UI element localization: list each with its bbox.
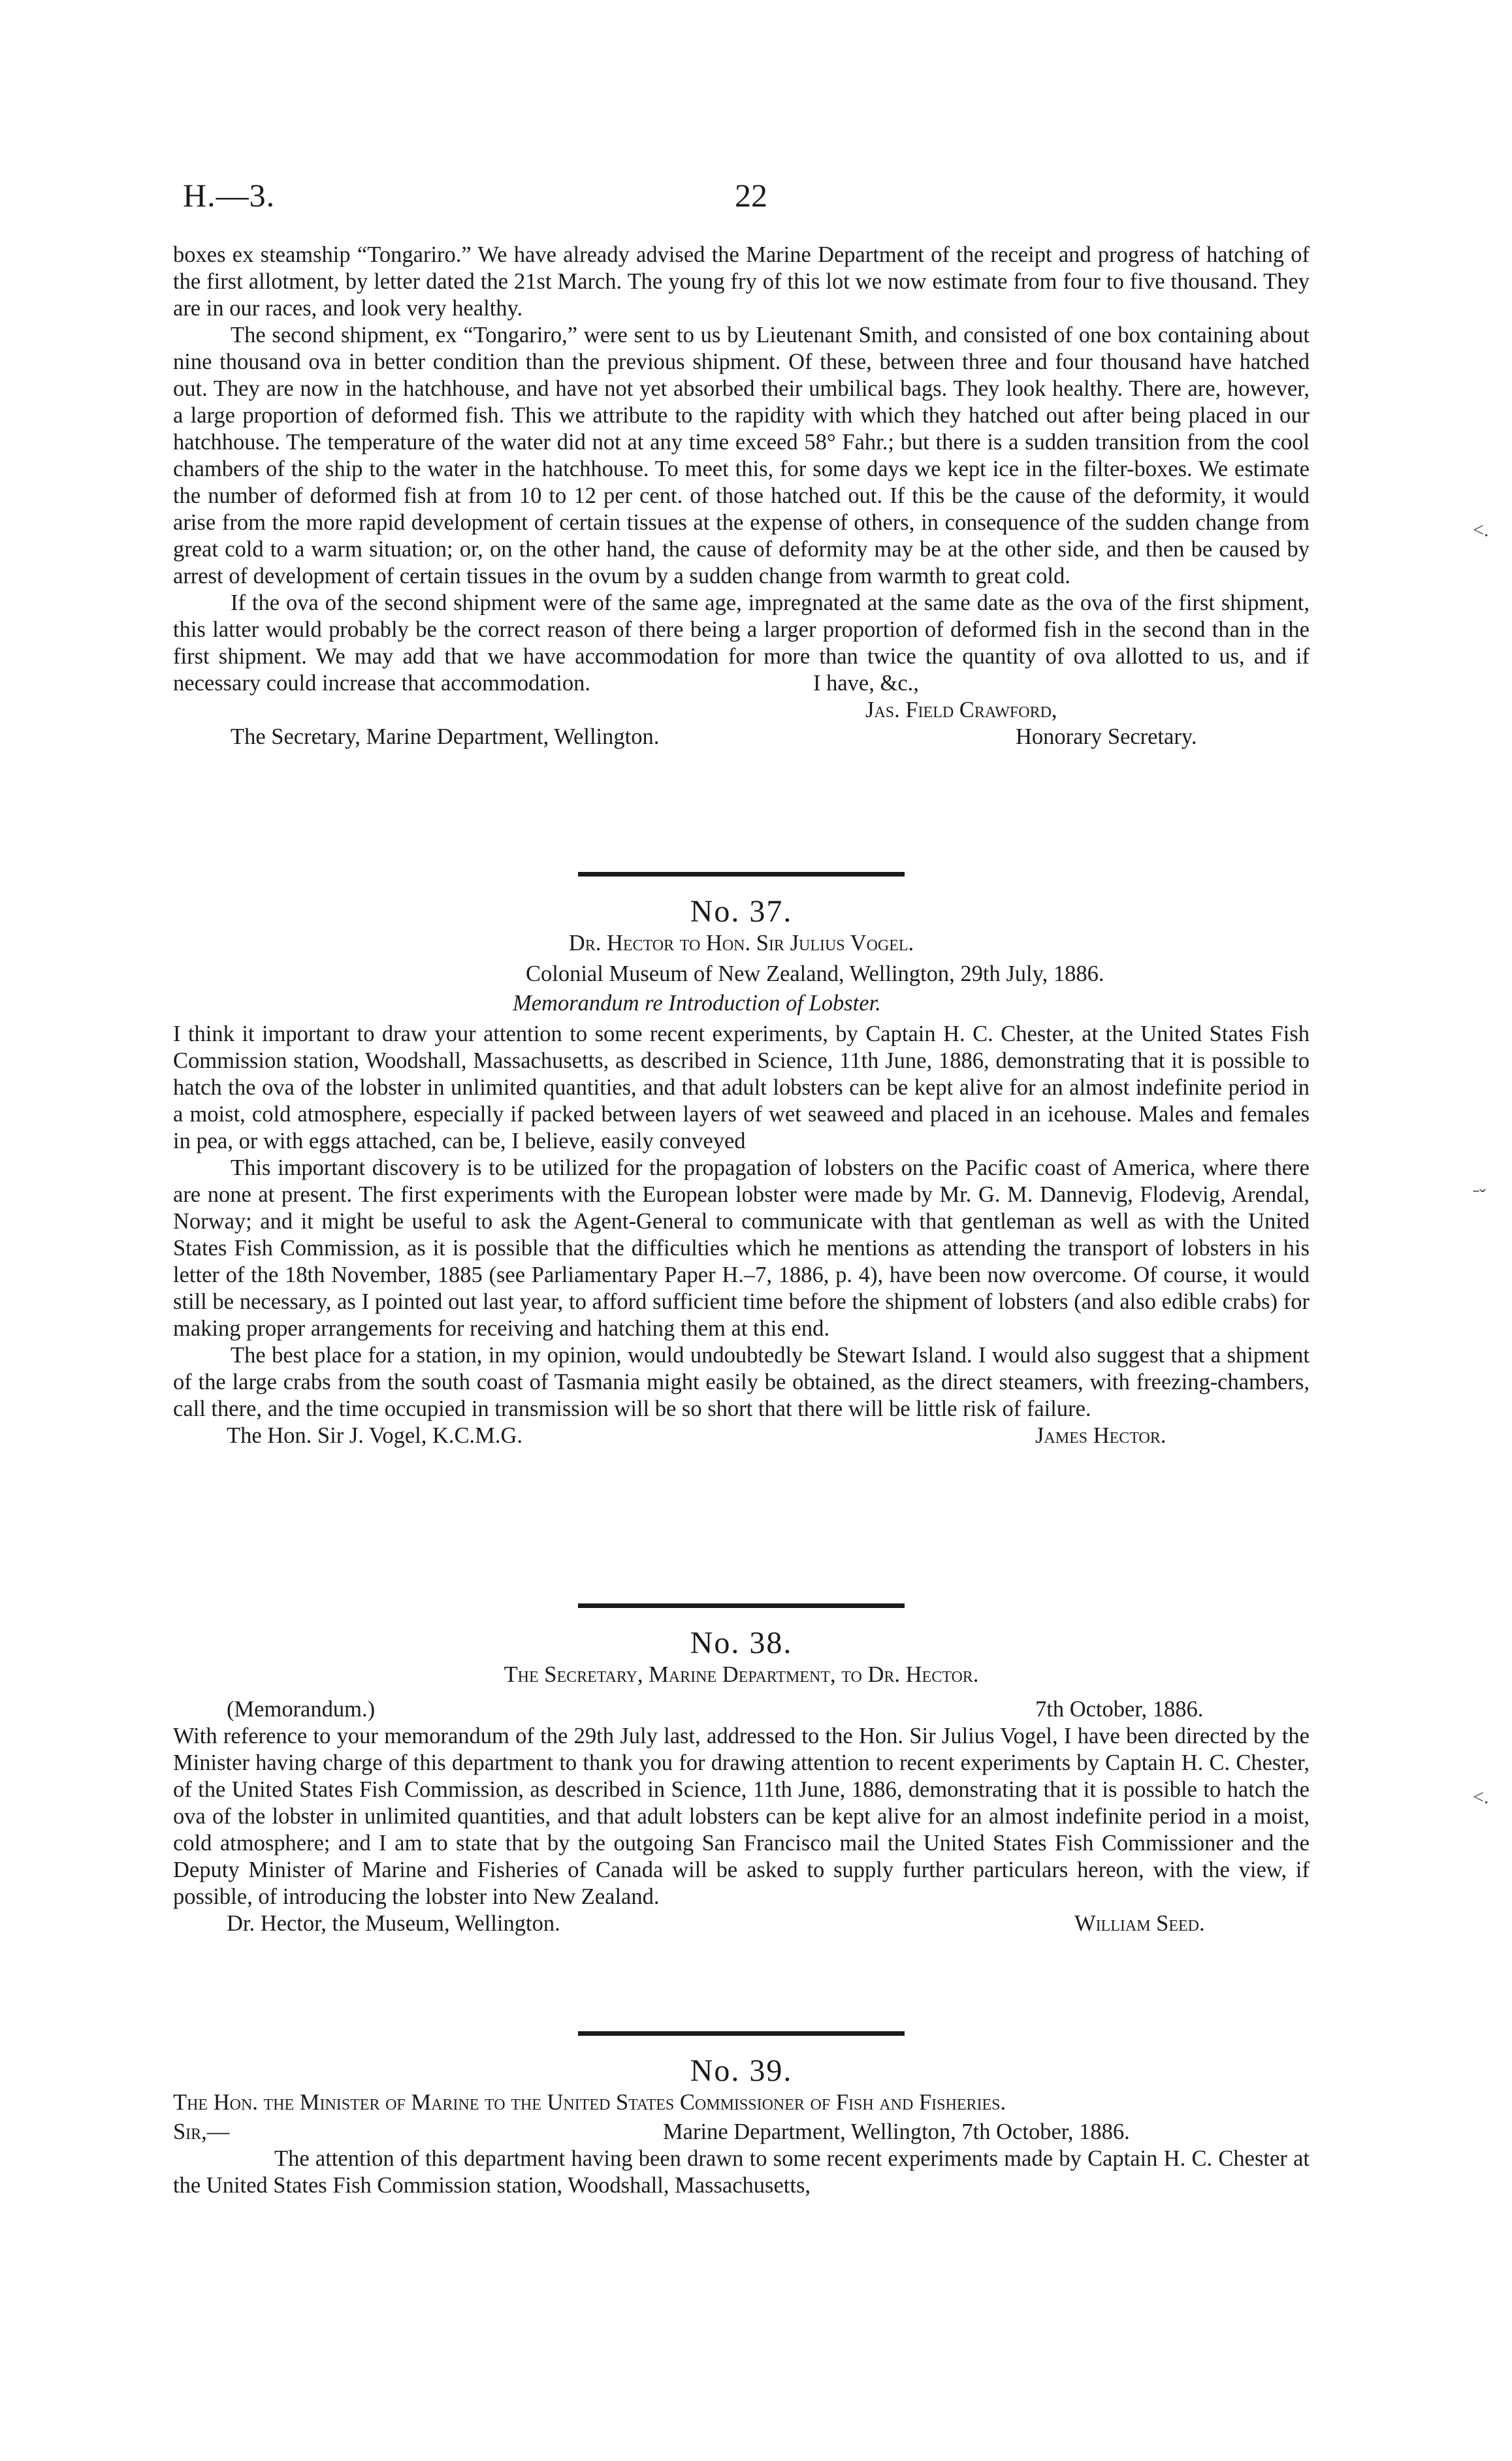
place-date: Marine Department, Wellington, 7th October, 1886. (663, 2119, 1130, 2144)
section-divider (578, 1603, 905, 1608)
paragraph: The attention of this department having been drawn to some recent experiments made by Captain H. C. Chester at the United States Fish Commission station, Woodshall, Massachusetts, (173, 2146, 1310, 2198)
paragraph: With reference to your memorandum of the 29th July last, addressed to the Hon. Sir Julius Vogel, I have been directed by the Minister having charge of this department to thank you for drawing attention to recent experiments by Captain H. C. Chester, of the United States Fish Commission, as described in Science, 11th June, 1886, demonstrating that it is possible to hatch the ova of the lobster in unlimited quantities, and that adult lobsters can be kept alive for an almost indefinite period in a moist, cold atmosphere; and I am to state that by the outgoing San Francisco mail the United States Fish Commissioner and the Deputy Minister of Marine and Fisheries of Canada will be asked to supply further particulars hereon, with the view, if possible, of introducing the lobster into New Zealand. (173, 1724, 1310, 1909)
paragraph: The second shipment, ex “Tongariro,” were sent to us by Lieutenant Smith, and consisted of one box containing about nine thousand ova in better condition than the previous shipment. Of these, between three and four thousand have hatched out. They are now in the hatchhouse, and have not yet absorbed their umbilical bags. They look healthy. There are, however, a large proportion of deformed fish. This we attribute to the rapidity with which they hatched out after being placed in our hatchhouse. The temperature of the water did not at any time exceed 58° Fahr.; but there is a sudden transition from the cool chambers of the ship to the water in the hatchhouse. To meet this, for some days we kept ice in the filter-boxes. We estimate the number of deformed fish at from 10 to 12 per cent. of those hatched out. If this be the cause of the deformity, it would arise from the more rapid development of certain tissues at the expense of others, in consequence of the sudden change from great cold to a warm situation; or, on the other hand, the cause of deformity may be at the other side, and then be caused by arrest of development of certain tissues in the ovum by a sudden change from warmth to great cold. (173, 323, 1310, 588)
signature: William Seed. (1074, 1911, 1205, 1936)
letter-no-38 (173, 1626, 1310, 1937)
closing: I have, &c., (813, 671, 919, 696)
letter-heading: The Secretary, Marine Department, to Dr. Hector. (504, 1662, 979, 1687)
paragraph: I think it important to draw your attention to some recent experiments, by Captain H. C. Chester, at the United States Fish Commission station, Woodshall, Massachusetts, as described in Science, 11th June, 1886, demonstrating that it is possible to hatch the ova of the lobster in unlimited quantities, and that adult lobsters can be kept alive for an almost indefinite period in a moist, cold atmosphere, especially if packed between layers of wet seaweed and placed in an icehouse. Males and females in pea, or with eggs attached, can be, I believe, easily conveyed (173, 1021, 1310, 1153)
section-divider (578, 872, 905, 877)
paragraph: boxes ex steamship “Tongariro.” We have already advised the Marine Department of the receipt and progress of hatching of the first allotment, by letter dated the 21st March. The young fry of this lot we now estimate from four to five thousand. They are in our races, and look very healthy. (173, 242, 1310, 321)
place-date: Colonial Museum of New Zealand, Wellington, 29th July, 1886. (526, 961, 1104, 986)
paragraph: If the ova of the second shipment were of the same age, impregnated at the same date as the ova of the first shipment, this latter would probably be the correct reason of there being a larger proportion of deformed fish in the second than in the first shipment. We may add that we have accommodation for more than twice the quantity of ova allotted to us, and if necessary could increase that accommodation. (173, 590, 1310, 696)
signature: Jas. Field Crawford, (865, 698, 1057, 722)
signatory-title: Honorary Secretary. (1016, 724, 1197, 749)
addressee: The Secretary, Marine Department, Wellington. (231, 724, 660, 749)
margin-mark: ˂. (1473, 519, 1489, 541)
letter-number: No. 38. (690, 1626, 793, 1660)
memo-label: (Memorandum.) (227, 1697, 376, 1722)
letter-no-37 (173, 894, 1310, 1449)
paragraph: This important discovery is to be utilized for the propagation of lobsters on the Pacific coast of America, where there are none at present. The first experiments with the European lobster were made by Mr. G. M. Dannevig, Flodevig, Arendal, Norway; and it might be useful to ask the Agent-General to communicate with that gentleman as well as with the United States Fish Commission, as it is possible that the difficulties which he mentions as attending the transport of lobsters in his letter of the 18th November, 1885 (see Parliamentary Paper H.–7, 1886, p. 4), have been now overcome. Of course, it would still be necessary, as I pointed out last year, to afford sufficient time before the shipment of lobsters (and also edible crabs) for making proper arrangements for receiving and hatching them at this end. (173, 1155, 1310, 1341)
letter-continuation (173, 242, 1310, 750)
salutation: Sir,— (173, 2119, 230, 2144)
paragraph: The best place for a station, in my opinion, would undoubtedly be Stewart Island. I would also suggest that a shipment of the large crabs from the south coast of Tasmania might easily be obtained, as the direct steamers, with freezing-chambers, call there, and the time occupied in transmission will be so short that there will be little risk of failure. (173, 1343, 1310, 1421)
letter-no-39 (173, 2053, 1310, 2199)
letter-number: No. 37. (690, 894, 793, 929)
section-divider (578, 2031, 905, 2036)
margin-mark: ˂. (1473, 1786, 1489, 1808)
memo-subject: Memorandum re Introduction of Lobster. (513, 991, 881, 1016)
letter-number: No. 39. (690, 2053, 793, 2088)
addressee: Dr. Hector, the Museum, Wellington. (227, 1911, 560, 1936)
page-number: 22 (735, 177, 767, 214)
margin-mark: ˉˇ (1473, 1185, 1486, 1207)
signature: James Hector. (1035, 1423, 1166, 1448)
addressee: The Hon. Sir J. Vogel, K.C.M.G. (227, 1423, 523, 1448)
letter-heading: Dr. Hector to Hon. Sir Julius Vogel. (568, 931, 914, 956)
document-reference: H.—3. (183, 177, 276, 214)
letter-heading: The Hon. the Minister of Marine to the United States Commissioner of Fish and Fisheries. (173, 2090, 1006, 2115)
letter-date: 7th October, 1886. (1035, 1697, 1204, 1722)
